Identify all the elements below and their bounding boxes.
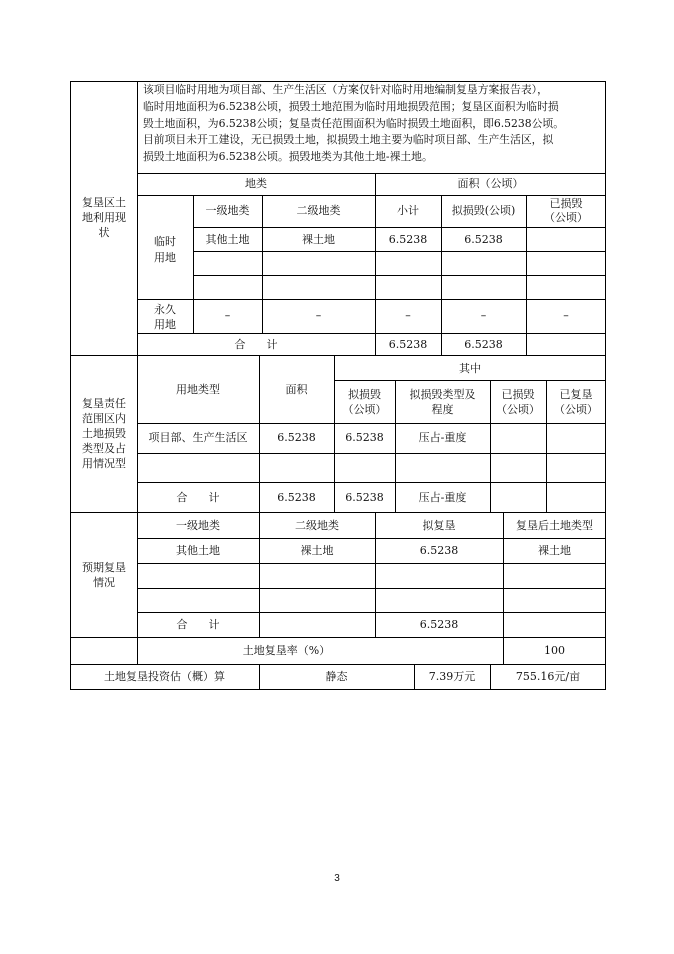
s2-head-area: 面积: [285, 383, 308, 396]
s3-head-level2: 二级地类: [295, 519, 339, 532]
s1-head-planned: 拟损毁(公顷): [451, 204, 516, 217]
s3-head-after: 复垦后土地类型: [516, 519, 593, 532]
section2-label: 复垦责任 范围区内 土地损毁 类型及占 用情况型: [82, 397, 126, 470]
s1-perm-damaged: –: [563, 309, 569, 322]
s1-perm-level1: –: [224, 309, 231, 322]
s2-row1-area: 6.5238: [277, 431, 316, 444]
s1-total-planned: 6.5238: [464, 338, 503, 351]
s2-head-landtype: 用地类型: [176, 383, 220, 396]
s1-head-level2: 二级地类: [296, 204, 341, 217]
section3-label: 预期复垦 情况: [82, 561, 126, 589]
s3-head-planned: 拟复垦: [422, 519, 456, 532]
s1-temp-planned: 6.5238: [464, 233, 503, 246]
s3-row1-level1: 其他土地: [176, 544, 220, 557]
s2-head-qizhong: 其中: [459, 362, 481, 375]
s2-head-planned: 拟损毁 （公顷）: [342, 388, 387, 416]
s1-head-damaged: 已损毁 （公顷）: [544, 197, 588, 224]
s3-row1-level2: 裸土地: [300, 544, 334, 557]
s1-perm-subtotal: –: [405, 309, 411, 322]
s2-head-reclaimed: 已复垦 （公顷）: [554, 388, 598, 416]
s1-temp-label: 临时 用地: [154, 235, 176, 264]
s1-temp-level1: 其他土地: [205, 233, 250, 246]
s1-perm-label: 永久 用地: [154, 303, 176, 331]
investment-static-label: 静态: [325, 670, 348, 683]
s2-row1-type: 压占-重度: [418, 431, 467, 444]
s3-row1-planned: 6.5238: [419, 544, 459, 557]
s3-total-label: 合 计: [176, 618, 220, 631]
s1-temp-level2: 裸土地: [302, 233, 335, 246]
s2-total-area: 6.5238: [277, 491, 316, 504]
s2-head-damaged: 已损毁 （公顷）: [496, 388, 540, 416]
s2-row1-planned: 6.5238: [345, 431, 384, 444]
rate-value: 100: [544, 644, 565, 657]
s1-head-mianji: 面积（公顷）: [457, 177, 524, 190]
s2-row1-landtype: 项目部、生产生活区: [148, 431, 248, 444]
s2-total-label: 合 计: [176, 491, 220, 504]
investment-amount: 7.39万元: [428, 670, 476, 683]
s1-perm-level2: –: [315, 309, 322, 322]
s1-total-label: 合 计: [234, 338, 278, 351]
rate-label: 土地复垦率（%）: [242, 644, 331, 657]
section1-label: 复垦区土 地利用现 状: [82, 196, 126, 239]
page-number: 3: [334, 873, 340, 884]
investment-per-mu: 755.16元/亩: [515, 670, 581, 683]
s1-head-level1: 一级地类: [205, 204, 250, 217]
s2-head-type: 拟损毁类型及 程度: [409, 388, 476, 416]
s1-perm-planned: –: [480, 309, 487, 322]
s2-total-planned: 6.5238: [345, 491, 384, 504]
s2-total-type: 压占-重度: [418, 491, 467, 504]
s3-head-level1: 一级地类: [176, 519, 220, 532]
section1-paragraph: 该项目临时用地为项目部、生产生活区（方案仅针对临时用地编制复垦方案报告表）， 临时用地面积为6.5238公顷，损毁土地范围为临时用地损毁范围；复垦区面积为临时损 毁土地面积，为6.5238公顷；复垦责任范围面积为临时损毁土地面积，即6.5238公顷。 目前项目未开工建设，无已损毁土地，拟损毁土地主要为临时项目部、生产生活区，拟 损毁土地面积为6.5238公顷。损毁地类为其他土地-裸土地。: [143, 83, 565, 164]
s1-head-subtotal: 小计: [397, 204, 419, 217]
s1-temp-subtotal: 6.5238: [388, 233, 428, 246]
s1-head-dilei: 地类: [245, 177, 267, 190]
investment-label: 土地复垦投资估（概）算: [104, 670, 225, 683]
s1-total-subtotal: 6.5238: [388, 338, 428, 351]
s3-row1-after: 裸土地: [538, 544, 571, 557]
s3-total-planned: 6.5238: [419, 618, 459, 631]
